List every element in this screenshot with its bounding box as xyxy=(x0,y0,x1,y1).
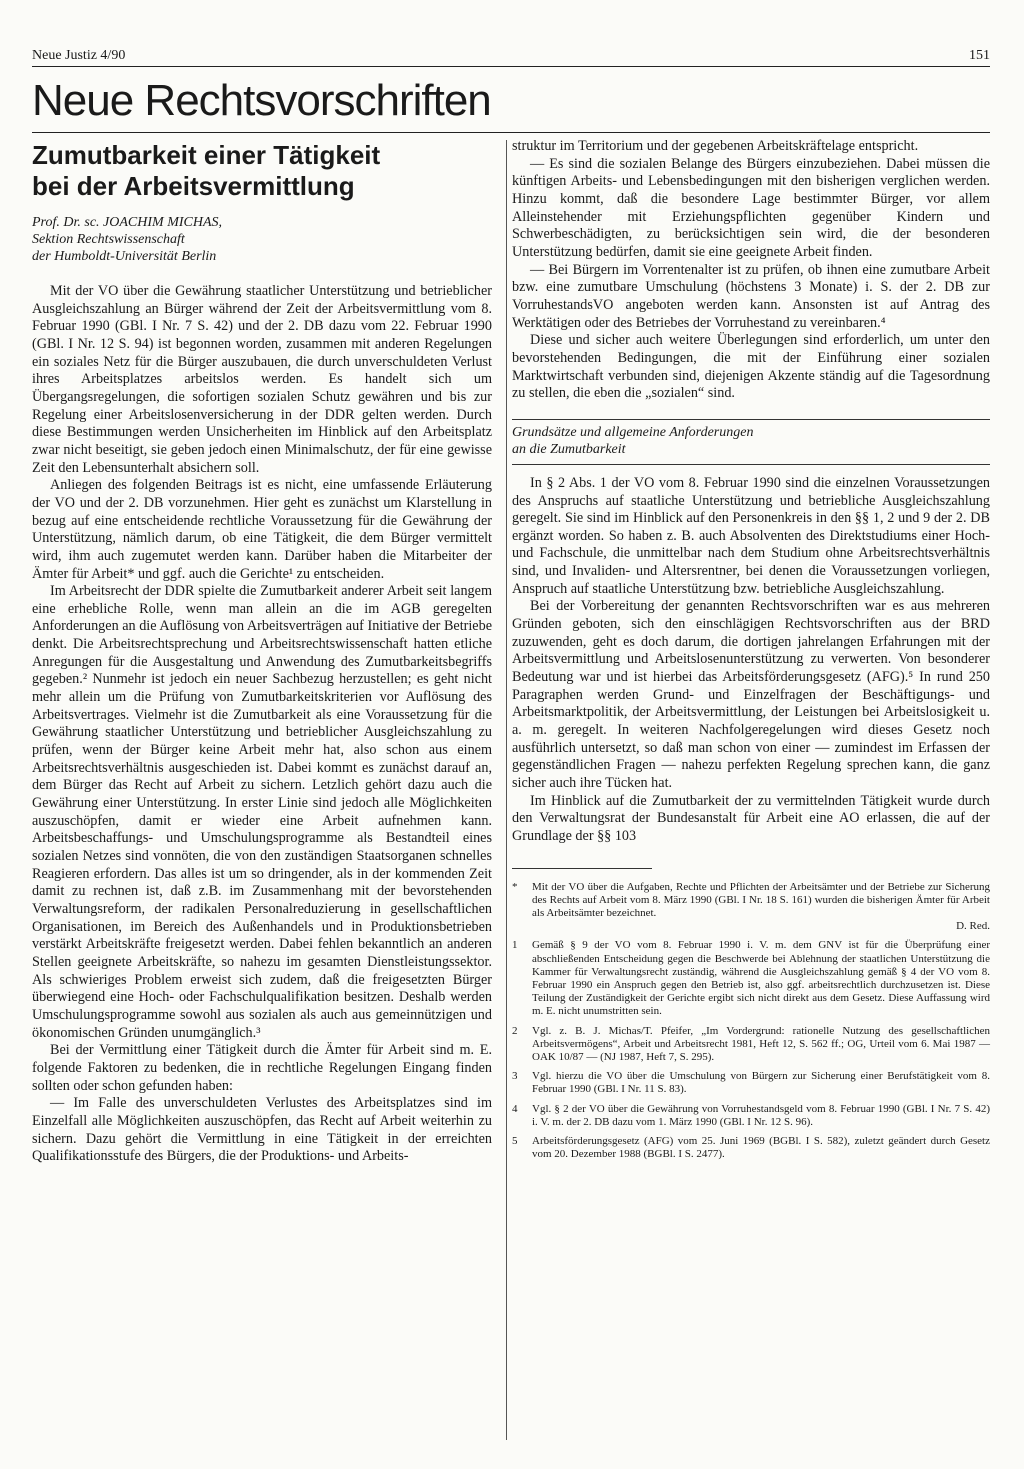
body-paragraph: Bei der Vermittlung einer Tätigkeit durch die Ämter für Arbeit sind m. E. folgende Faktoren zu bedenken, die in rechtliche Regelungen Eingang finden sollten oder schon gefunden haben: xyxy=(32,1042,492,1094)
section-rule xyxy=(32,132,990,133)
author-byline xyxy=(32,214,492,265)
column-divider xyxy=(506,140,507,1440)
running-head xyxy=(32,44,990,67)
footnote-mark: * xyxy=(512,880,518,893)
footnote xyxy=(512,1070,990,1096)
page-number: 151 xyxy=(969,48,990,63)
footnote-mark: 3 xyxy=(512,1070,518,1083)
body-paragraph: Bei der Vorbereitung der genannten Rechtsvorschriften war es aus mehreren Gründen geboten, sich den einschlägigen Rechtsvorschriften aus der BRD zuzuwenden, geht es doch darum, die dortigen jahrelangen Erfahrungen mit der Arbeitsvermittlung und Arbeitslosenunterstützung zu verwerten. Von besonderer Bedeutung war und ist hierbei das Arbeitsförderungsgesetz (AFG).⁵ In rund 250 Paragraphen werden Grund- und Einzelfragen der Beschäftigungs- und Arbeitsmarktpolitik, der Arbeitsvermittlung, der Leistungen bei Arbeitslosigkeit u. a. m. geregelt. In weiteren Nachfolgeregelungen wird dieses Gesetz noch ausführlich untersetzt, so daß man schon von einer — zumindest im Erfassen der gegenständlichen Fragen — nahezu perfekten Regelung sprechen kann, die ganz sicher auch ihre Tücken hat. xyxy=(512,598,990,791)
footnote-text: Vgl. § 2 der VO über die Gewährung von Vorruhestandsgeld vom 8. Februar 1990 (GBl. I Nr. 7 S. 42) i. V. m. der 2. DB dazu vom 1. März 1990 (GBl. I Nr. 12 S. 96). xyxy=(532,1102,990,1128)
footnote-text: Vgl. hierzu die VO über die Umschulung von Bürgern zur Sicherung einer Berufstätigkeit vom 8. Februar 1990 (GBl. I Nr. 11 S. 83). xyxy=(532,1070,990,1096)
article-title xyxy=(32,140,492,202)
article-title-line-2: bei der Arbeitsvermittlung xyxy=(32,171,355,201)
subheading xyxy=(512,419,990,465)
body-paragraph: Im Hinblick auf die Zumutbarkeit der zu vermittelnden Tätigkeit wurde durch den Verwaltungsrat der Bundesanstalt für Arbeit eine AO erlassen, die auf der Grundlage der §§ 103 xyxy=(512,792,990,844)
footnote-text: Arbeitsförderungsgesetz (AFG) vom 25. Juni 1969 (BGBl. I S. 582), zuletzt geändert durch Gesetz vom 20. Dezember 1988 (BGBl. I S. 2477). xyxy=(532,1135,990,1161)
footnote xyxy=(512,1025,990,1065)
body-paragraph: struktur im Territorium und der gegebenen Arbeitskräftelage entspricht. xyxy=(512,138,919,154)
body-paragraph: Anliegen des folgenden Beitrags ist es nicht, eine umfassende Erläuterung der VO und der 2. DB vorzunehmen. Hier geht es zunächst um Klarstellung in bezug auf eine entscheidende rechtliche Voraussetzung für die Gewährung der Unterstützung, nämlich darum, ob eine Tätigkeit, die dem Bürger vermittelt wird, ihm auch zugemutet werden kann. Darüber haben die Mitarbeiter der Ämter für Arbeit* und ggf. auch die Gerichte¹ zu entscheiden. xyxy=(32,477,492,582)
footnote xyxy=(512,939,990,1018)
footnotes xyxy=(512,881,990,1162)
footnote-mark: 4 xyxy=(512,1102,518,1115)
footnote-mark: 5 xyxy=(512,1135,518,1148)
footnote-text: Mit der VO über die Aufgaben, Rechte und Pflichten der Arbeitsämter und der Betriebe zur Sicherung des Rechts auf Arbeit vom 8. März 1990 (GBl. I Nr. 18 S. 161) wurden die bisherigen Ämter für Arbeit als Arbeitsämter bezeichnet. xyxy=(532,880,990,920)
footnote-text: Gemäß § 9 der VO vom 8. Februar 1990 i. V. m. dem GNV ist für die Überprüfung einer abschließenden Entscheidung gegen die Beschwerde bei Ablehnung der staatlichen Unterstützung die Kammer für Verwaltungsrecht zuständig, während die Ausgleichszahlung gemäß § 4 der VO vom 8. Februar 1990 ein Anspruch gegen den Betrieb ist, also ggf. arbeitsrechtlich durchzusetzen ist. Diese Teilung der Zuständigkeit der Gerichte ergibt sich nicht direkt aus dem Gesetz. Diese Auffassung wird m. E. nicht unumstritten sein. xyxy=(532,939,990,1018)
body-paragraph: Mit der VO über die Gewährung staatlicher Unterstützung und betrieblicher Ausgleichszahlung an Bürger während der Zeit der Arbeitsvermittlung vom 8. Februar 1990 (GBl. I Nr. 7 S. 42) und der 2. DB dazu vom 22. Februar 1990 (GBl. I Nr. 12 S. 94) ist begonnen worden, zusammen mit anderen Regelungen ein soziales Netz für die Bürger auszubauen, die durch unverschuldeten Verlust ihres Arbeitsplatzes arbeitslos werden. Es handelt sich um Übergangsregelungen, die sofortigen sozialen Schutz gewähren und bis zur Regelung einer Arbeitslosenversicherung in der DDR gelten werden. Durch diese Bestimmungen werden Unsicherheiten im Hinblick auf den Arbeitsplatz zwar nicht beseitigt, sie geben jedoch einen Minimalschutz, der für eine gewisse Zeit den Lebensunterhalt absichern soll. xyxy=(32,283,492,476)
subheading-line-2: an die Zumutbarkeit xyxy=(512,441,626,457)
footnote-text: Vgl. z. B. J. Michas/T. Pfeifer, „Im Vordergrund: rationelle Nutzung des gesellschaftlichen Arbeitsvermögens“, Arbeit und Arbeitsrecht 1981, Heft 12, S. 562 ff.; OG, Urteil vom 6. Mai 1987 — OAK 10/87 — (NJ 1987, Heft 7, S. 295). xyxy=(532,1024,990,1064)
subheading-line-1: Grundsätze und allgemeine Anforderungen xyxy=(512,424,754,440)
body-paragraph: Diese und sicher auch weitere Überlegungen sind erforderlich, um unter den bevorstehenden Bedingungen, die mit der Einführung einer sozialen Marktwirtschaft verbunden sind, diejenigen Akzente ständig auf die Tagesordnung zu stellen, die eben die „sozialen“ sind. xyxy=(512,332,990,402)
body-paragraph: Im Arbeitsrecht der DDR spielte die Zumutbarkeit anderer Arbeit seit langem eine erhebliche Rolle, wenn man allein an die im AGB geregelten Anforderungen an die Auflösung von Arbeitsverträgen auf Initiative der Betriebe denkt. Die Arbeitsrechtsprechung und Arbeitsrechtswissenschaft hatten etliche Anregungen für die Ausgestaltung und Anwendung des Zumutbarkeitsbegriffs gegeben.² Nunmehr ist jedoch ein neuer Sachbezug herzustellen; es geht nicht mehr allein um die Prüfung von Zumutbarkeitskriterien vor Auflösung des Arbeitsvertrages. Vielmehr ist die Zumutbarkeit als eine Voraussetzung für die Gewährung staatlicher Unterstützung und betrieblicher Ausgleichszahlung zu prüfen, wenn der Bürger keine Arbeit mehr hat, also schon aus einem Arbeitsrechtsverhältnis ausgeschieden ist. Dabei kommt es zunächst darauf an, dem Bürger das Recht auf Arbeit zu sichern. Letzlich gehört dazu auch die Gewährung einer Unterstützung. In erster Linie sind jedoch alle Möglichkeiten auszuschöpfen, damit er wieder eine Arbeit aufnehmen kann. Arbeitsbeschaffungs- und Umschulungsprogramme als Bestandteil eines sozialen Netzes sind vonnöten, die von den zuständigen Staatsorganen schnelles Reagieren erfordern. Das alles ist um so dringender, als in der kommenden Zeit damit zu rechnen ist, daß z.B. im Zusammenhang mit der bevorstehenden Verwaltungsreform, der radikalen Personalreduzierung in gesellschaftlichen Organisationen, im Bereich des Außenhandels und in Produktionsbetrieben verstärkt Arbeitskräfte freigesetzt werden. Dabei fehlen bekanntlich an anderen Stellen geeignete Arbeitskräfte, so nahezu im gesamten Dienstleistungssektor. Als schwieriges Problem erweist sich zudem, daß die freigesetzten Bürger überwiegend eine Hoch- oder Fachschulqualifikation besitzen. Deshalb werden Umschulungsprogramme sowohl aus sozialen als auch aus gemeinnützigen und ökonomischen Gründen unumgänglich.³ xyxy=(32,583,492,1041)
footnote-rule xyxy=(512,868,652,869)
footnote xyxy=(512,1103,990,1129)
left-column xyxy=(32,140,492,1166)
body-paragraph: — Im Falle des unverschuldeten Verlustes des Arbeitsplatzes sind im Einzelfall alle Möglichkeiten auszuschöpfen, das Recht auf Arbeit weiterhin zu sichern. Dazu gehört die Vermittlung in eine Tätigkeit in der erreichten Qualifikationsstufe des Bürgers, die der Produktions- und Arbeits- xyxy=(32,1095,492,1165)
body-paragraph: — Es sind die sozialen Belange des Bürgers einzubeziehen. Dabei müssen die künftigen Arbeits- und Lebensbedingungen mit den bisherigen verglichen werden. Hinzu kommt, daß die besondere Lage bestimmter Bürger, vor allem Alleinstehender mit Erziehungspflichten gegenüber Kindern und Schwerbeschädigten, zu berücksichtigen sein wird, die der besonderen Unterstützung bedürfen, damit sie eine geeignete Arbeit finden. xyxy=(512,155,990,260)
journal-issue: Neue Justiz 4/90 xyxy=(32,48,126,63)
author-name: Prof. Dr. sc. JOACHIM MICHAS, xyxy=(32,215,223,230)
footnote-mark: 2 xyxy=(512,1024,518,1037)
article-title-line-1: Zumutbarkeit einer Tätigkeit xyxy=(32,140,381,170)
footnote xyxy=(512,881,990,934)
author-university: der Humboldt-Universität Berlin xyxy=(32,249,217,264)
editor-signature: D. Red. xyxy=(956,920,990,933)
section-title: Neue Rechtsvorschriften xyxy=(32,76,491,125)
right-column xyxy=(512,138,990,1167)
body-paragraph: In § 2 Abs. 1 der VO vom 8. Februar 1990 sind die einzelnen Voraussetzungen des Anspruchs auf staatliche Unterstützung und betriebliche Ausgleichszahlung geregelt. Sie sind im Hinblick auf den Personenkreis in den §§ 1, 2 und 9 der 2. DB ergänzt worden. So haben z. B. auch Absolventen des Direktstudiums einer Hoch- und Fachschule, die unmittelbar nach dem Studium ohne Arbeitsrechtsverhältnis sind, und Invaliden- und Altersrentner, bei denen die Voraussetzungen vorliegen, Anspruch auf staatliche Unterstützung bzw. betriebliche Ausgleichszahlung. xyxy=(512,474,990,597)
footnote xyxy=(512,1135,990,1161)
author-department: Sektion Rechtswissenschaft xyxy=(32,232,185,247)
body-paragraph: — Bei Bürgern im Vorrentenalter ist zu prüfen, ob ihnen eine zumutbare Arbeit bzw. eine zumutbare Umschulung (höchstens 3 Monate) i. S. der 2. DB zur VorruhestandsVO angeboten werden kann. Ansonsten ist auf Antrag des Werktätigen oder des Betriebes der Vorruhestand zu vereinbaren.⁴ xyxy=(512,261,990,331)
footnote-mark: 1 xyxy=(512,939,518,952)
